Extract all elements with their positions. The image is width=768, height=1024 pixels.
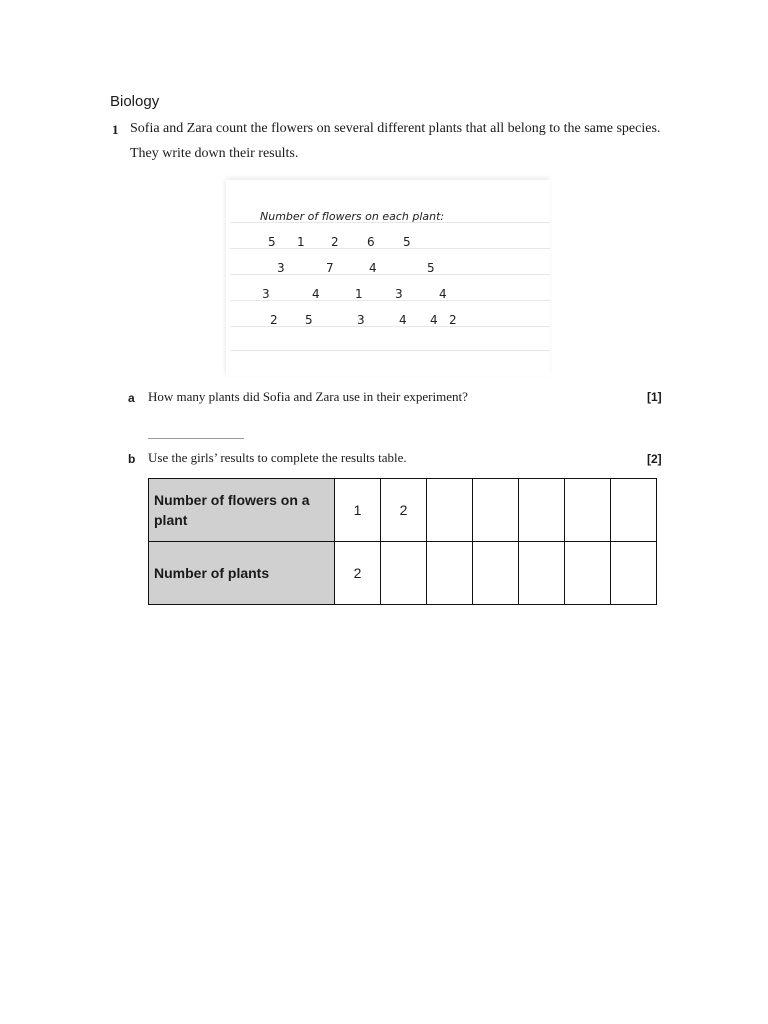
part-a-marks: [1] [647, 390, 662, 404]
table-cell[interactable] [519, 542, 565, 605]
notebook-value: 5 [427, 261, 435, 275]
notebook-value: 5 [403, 235, 411, 249]
table-cell[interactable] [473, 479, 519, 542]
table-cell[interactable] [565, 542, 611, 605]
notebook-value: 3 [262, 287, 270, 301]
part-b-question: Use the girls’ results to complete the results table. [148, 450, 407, 465]
table-cell[interactable]: 2 [381, 479, 427, 542]
row-header-plants: Number of plants [149, 542, 335, 605]
part-a-question: How many plants did Sofia and Zara use in their experiment? [148, 389, 468, 404]
notebook-image [226, 180, 550, 376]
notebook-value: 6 [367, 235, 375, 249]
notebook-value: 5 [268, 235, 276, 249]
notebook-value: 1 [297, 235, 305, 249]
notebook-value: 7 [326, 261, 334, 275]
subject-heading: Biology [110, 93, 160, 110]
table-cell[interactable] [611, 479, 657, 542]
question-intro-second-line: They write down their results. [130, 146, 299, 161]
table-cell[interactable] [427, 479, 473, 542]
notebook-value: 2 [449, 313, 457, 327]
part-a-answer-line[interactable] [148, 438, 244, 439]
table-cell[interactable] [519, 479, 565, 542]
table-cell[interactable] [611, 542, 657, 605]
notebook-value: 4 [399, 313, 407, 327]
notebook-value: 4 [430, 313, 438, 327]
notebook-value: 5 [305, 313, 313, 327]
table-cell[interactable] [565, 479, 611, 542]
notebook-value: 4 [439, 287, 447, 301]
table-cell[interactable]: 2 [335, 542, 381, 605]
part-a-letter: a [128, 391, 135, 405]
question-number: 1 [112, 122, 119, 137]
table-row [149, 479, 657, 542]
table-cell[interactable]: 1 [335, 479, 381, 542]
notebook-value: 1 [355, 287, 363, 301]
notebook-value: 3 [357, 313, 365, 327]
notebook-value: 2 [270, 313, 278, 327]
notebook-value: 3 [277, 261, 285, 275]
table-row [149, 542, 657, 605]
part-b-letter: b [128, 452, 136, 466]
table-cell[interactable] [427, 542, 473, 605]
row-header-flowers: Number of flowers on a plant [149, 479, 335, 542]
results-table [148, 478, 657, 605]
notebook-value: 4 [312, 287, 320, 301]
notebook-title: Number of flowers on each plant: [260, 210, 445, 223]
notebook-value: 4 [369, 261, 377, 275]
table-cell[interactable] [381, 542, 427, 605]
part-b-marks: [2] [647, 452, 662, 466]
table-cell[interactable] [473, 542, 519, 605]
notebook-value: 3 [395, 287, 403, 301]
question-intro: Sofia and Zara count the flowers on several different plants that all belong to the same species. [130, 121, 661, 136]
notebook-value: 2 [331, 235, 339, 249]
